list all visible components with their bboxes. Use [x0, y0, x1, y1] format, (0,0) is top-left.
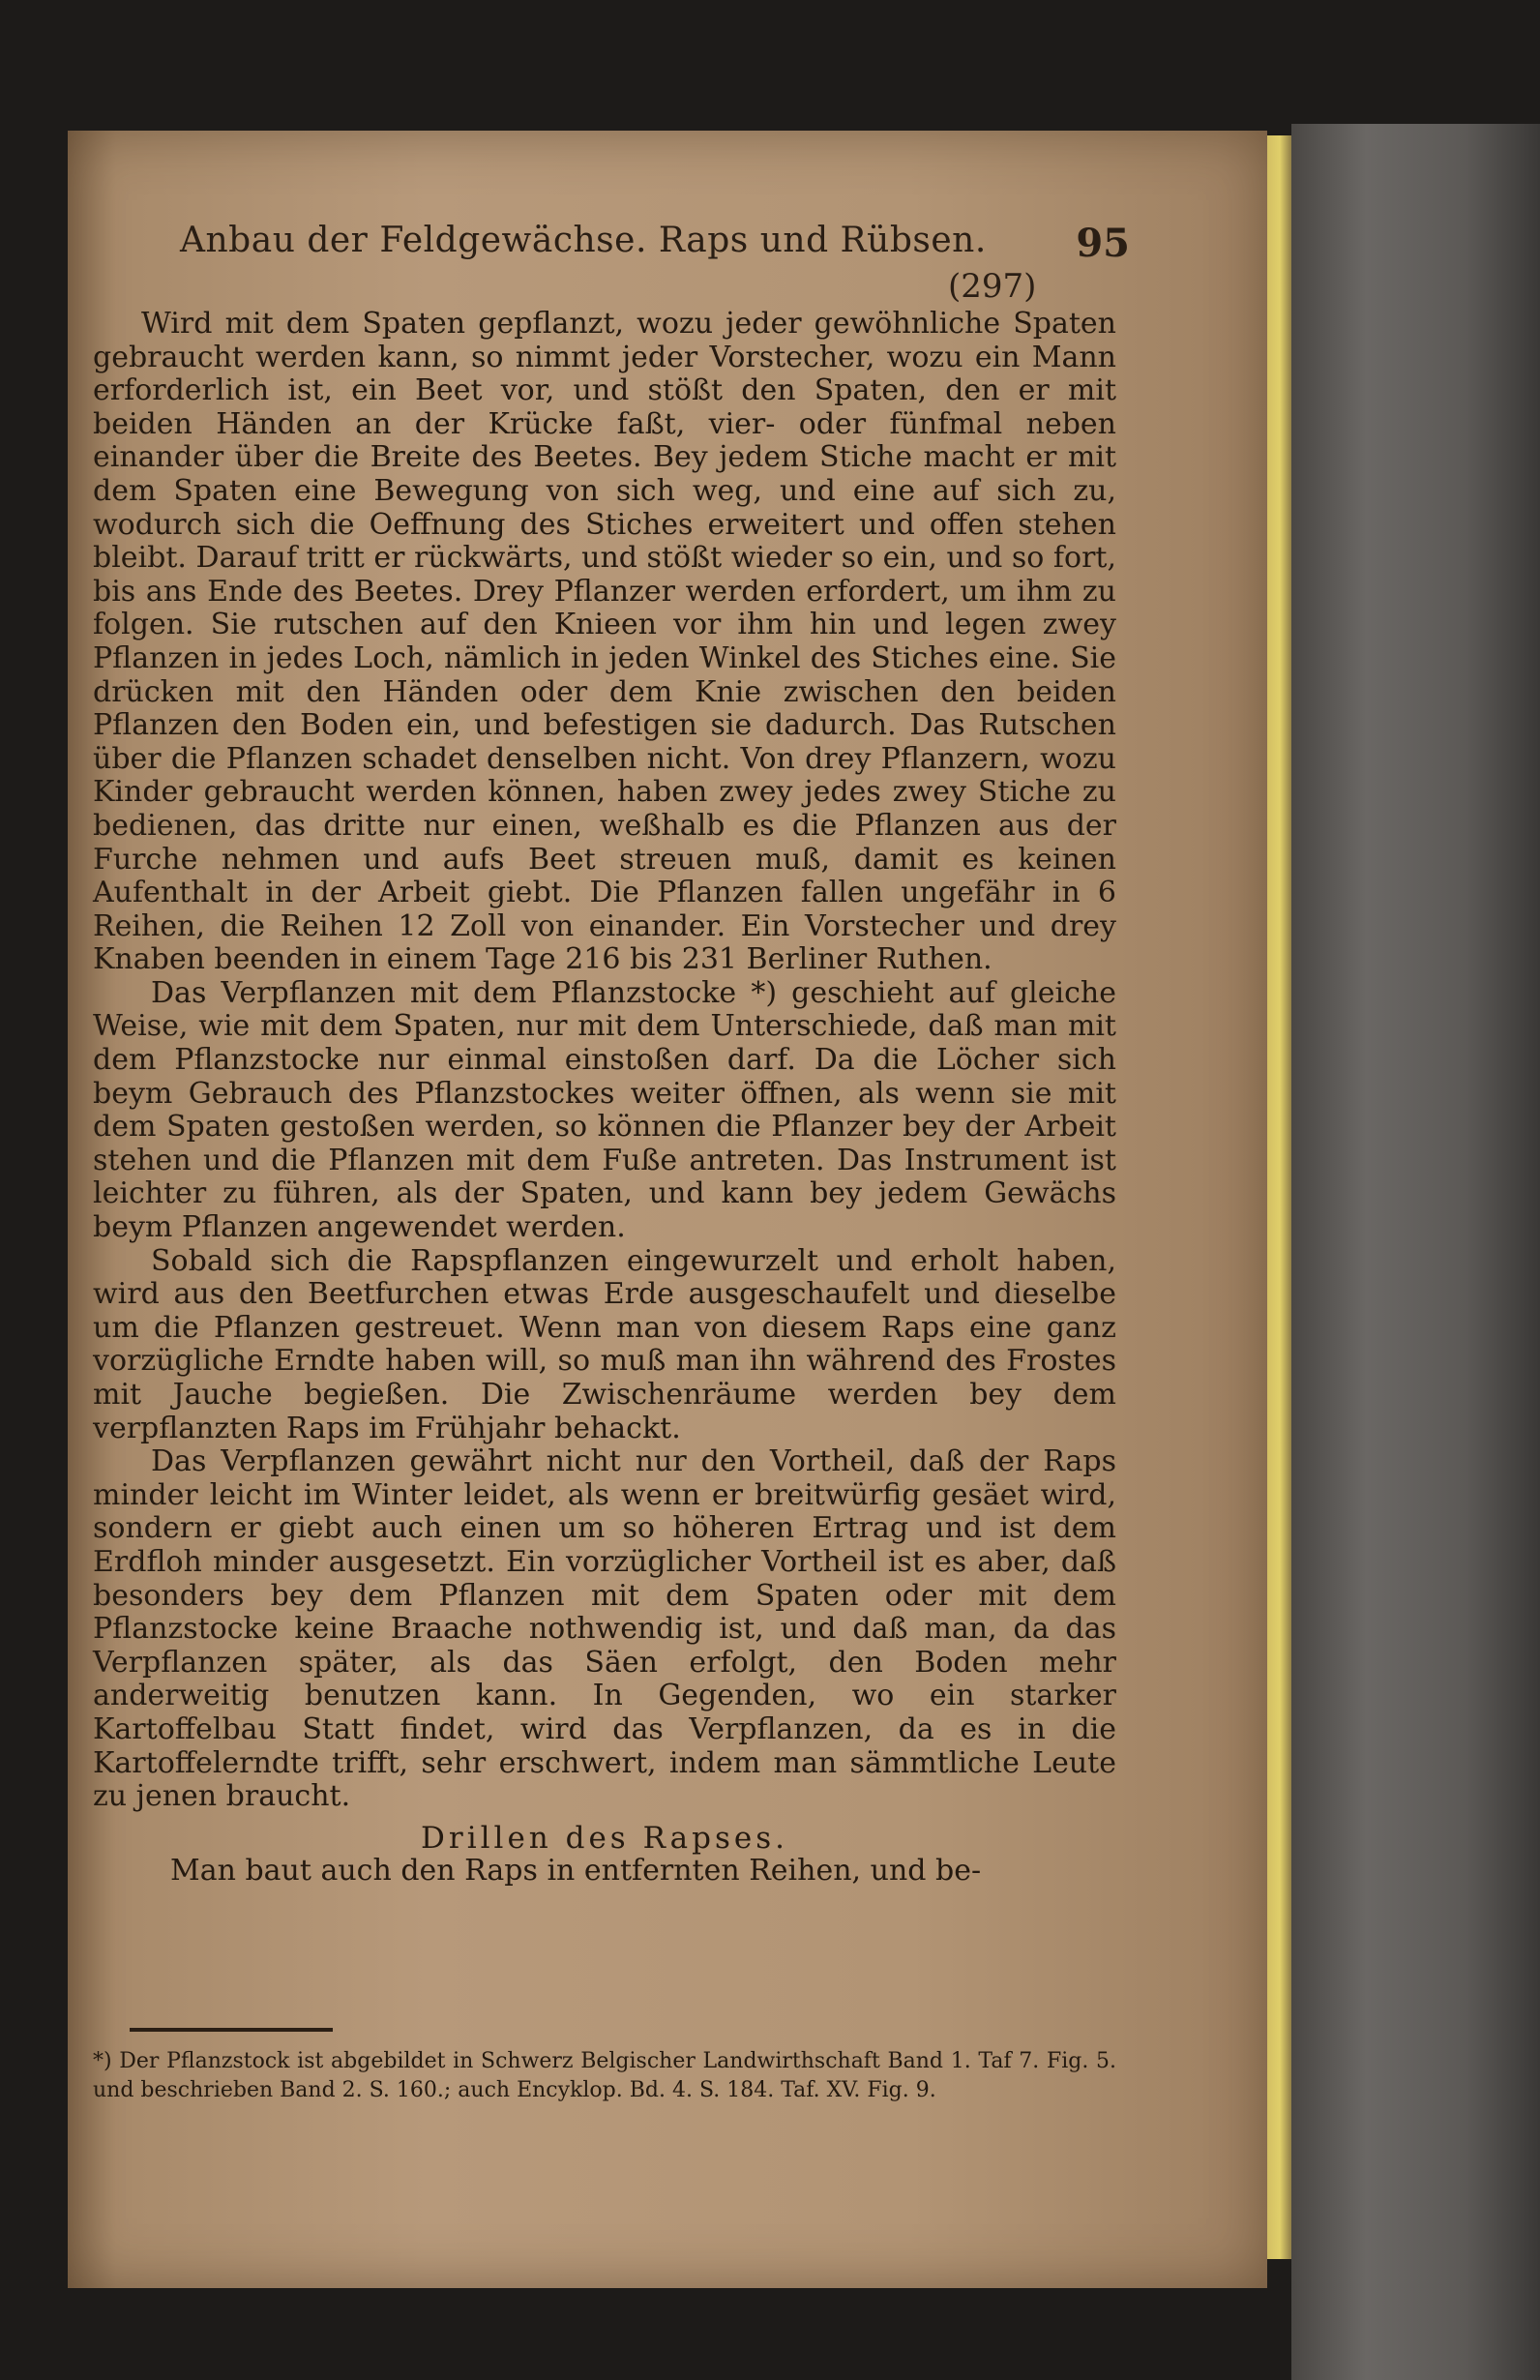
body-text: [93, 308, 1116, 1889]
book-cover: [1291, 124, 1540, 2380]
running-title: Anbau der Feldgewächse. Raps und Rübsen.: [180, 221, 987, 260]
paragraph-3: Sobald sich die Rapspflanzen eingewurzelt und erholt haben, wird aus den Beetfurchen etwas Erde ausgeschaufelt und dieselbe um die Pflanzen gestreuet. Wenn man von diesem Raps eine ganz vorzügliche Erndte haben will, so muß man ihn während des Frostes mit Jauche begießen. Die Zwischenräume werden bey dem verpflanzten Raps im Frühjahr behackt.: [93, 1243, 1116, 1445]
paragraph-5: Man baut auch den Raps in entfernten Reihen, und be-: [170, 1854, 982, 1889]
paragraph-2: Das Verpflanzen mit dem Pflanzstocke *) geschieht auf gleiche Weise, wie mit dem Spaten, nur mit dem Unterschiede, daß man mit dem Pflanzstocke nur einmal einstoßen darf. Da die Löcher sich beym Gebrauch des Pflanzstockes weiter öffnen, als wenn sie mit dem Spaten gestoßen werden, so können die Pflanzer bey der Arbeit stehen und die Pflanzen mit dem Fuße antreten. Das Instrument ist leichter zu führen, als der Spaten, und kann bey jedem Gewächs beym Pflanzen angewendet werden.: [93, 975, 1116, 1245]
paragraph-1: Wird mit dem Spaten gepflanzt, wozu jeder gewöhnliche Spaten gebraucht werden kann, so nimmt jeder Vorstecher, wozu ein Mann erforderlich ist, ein Beet vor, und stößt den Spaten, den er mit beiden Händen an der Krücke faßt, vier- oder fünfmal neben einander über die Breite des Beetes. Bey jedem Stiche macht er mit dem Spaten eine Bewegung von sich weg, und eine auf sich zu, wodurch sich die Oeffnung des Stiches erweitert und offen stehen bleibt. Darauf tritt er rückwärts, und stößt wieder so ein, und so fort, bis ans Ende des Beetes. Drey Pflanzer werden erfordert, um ihm zu folgen. Sie rutschen auf den Knieen vor ihm hin und legen zwey Pflanzen in jedes Loch, nämlich in jeden Winkel des Stiches eine. Sie drücken mit den Händen oder dem Knie zwischen den beiden Pflanzen den Boden ein, und befestigen sie dadurch. Das Rutschen über die Pflanzen schadet denselben nicht. Von drey Pflanzern, wozu Kinder gebraucht werden können, haben zwey jedes zwey Stiche zu bedienen, das dritte nur einen, weßhalb es die Pflanzen aus der Furche nehmen und aufs Beet streuen muß, damit es keinen Aufenthalt in der Arbeit giebt. Die Pflanzen fallen ungefähr in 6 Reihen, die Reihen 12 Zoll von einander. Ein Vorstecher und drey Knaben beenden in einem Tage 216 bis 231 Berliner Ruthen.: [93, 307, 1116, 977]
footnote-rule: [130, 2028, 333, 2032]
running-header: [180, 221, 1147, 271]
footnote: *) Der Pflanzstock ist abgebildet in Schwerz Belgischer Landwirthschaft Band 1. Taf 7. Fig. 5. und beschrieben Band 2. S. 160.; auch Encyklop. Bd. 4. S. 184. Taf. XV. Fig. 9.: [93, 2049, 1116, 2102]
section-number: (297): [948, 267, 1037, 306]
paragraph-4: Das Verpflanzen gewährt nicht nur den Vortheil, daß der Raps minder leicht im Winter leidet, als wenn er breitwürfig gesäet wird, sondern er giebt auch einen um so höheren Ertrag und ist dem Erdfloh minder ausgesetzt. Ein vorzüglicher Vortheil ist es aber, daß besonders bey dem Pflanzen mit dem Spaten oder mit dem Pflanzstocke keine Braache nothwendig ist, und daß man, da das Verpflanzen später, als das Säen erfolgt, den Boden mehr anderweitig benutzen kann. In Gegenden, wo ein starker Kartoffelbau Statt findet, wird das Verpflanzen, da es in die Kartoffelerndte trifft, sehr erschwert, indem man sämmtliche Leute zu jenen braucht.: [93, 1444, 1116, 1814]
page-number: 95: [1076, 221, 1130, 266]
subheading: Drillen des Rapses.: [421, 1820, 788, 1856]
